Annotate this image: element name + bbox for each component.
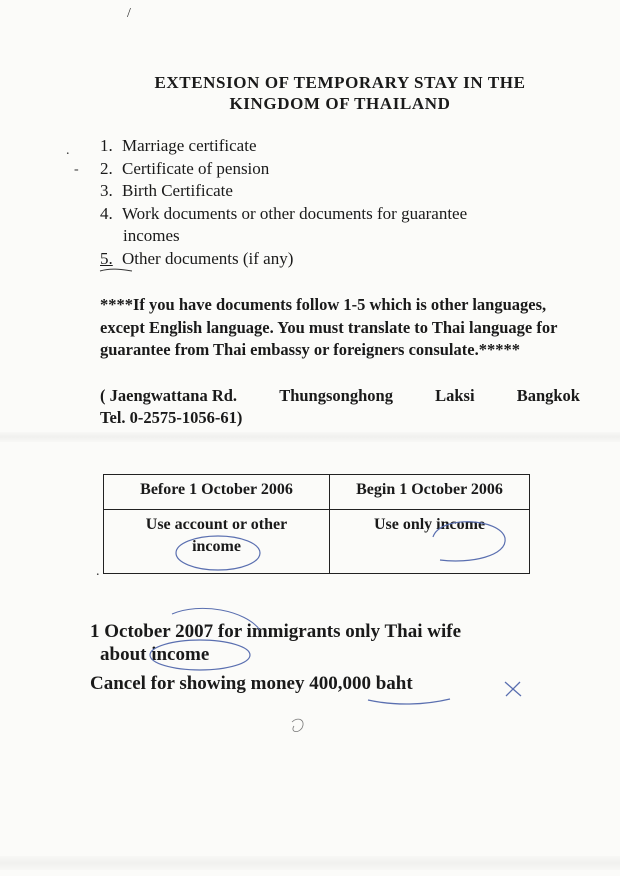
pen-tick: / [127,6,131,21]
address-block [100,385,580,429]
footer-line: about income [100,644,210,665]
address-area: Thungsonghong [279,386,393,405]
table-row [104,510,530,574]
list-number: 1. [100,136,113,155]
amount-underline [368,699,450,704]
list-text: Certificate of pension [122,158,270,178]
list-item [100,180,570,203]
document-list [100,135,570,270]
address-city: Bangkok [516,386,580,405]
table-header-row [104,475,530,510]
list-number: 4. [100,203,113,223]
margin-dot: . [66,143,70,158]
table-cell: Use only income [330,510,530,574]
address-line [100,385,580,407]
list-text: Birth Certificate [122,181,233,200]
address-district: Laksi [435,386,475,405]
title-line: KINGDOM OF THAILAND [229,94,451,113]
list-number: 2. [100,158,113,178]
phone-line: Tel. 0-2575-1056-61) [100,408,243,427]
table-header-cell: Begin 1 October 2006 [330,475,530,510]
list-text: Marriage certificate [122,136,257,155]
scan-smudge [292,719,303,732]
scan-band [0,432,620,442]
comparison-table [103,474,530,574]
list-text: Work documents or other documents for guarantee [122,203,468,223]
scan-band [0,856,620,870]
list-item [100,135,570,158]
title-line: EXTENSION OF TEMPORARY STAY IN THE [154,73,526,92]
margin-dot: - [74,162,79,177]
address-road: ( Jaengwattana Rd. [100,386,238,405]
footer-line: 1 October 2007 for immigrants only Thai wife [90,621,462,642]
table-cell: Use account or other income [104,510,330,574]
document-title [90,72,590,114]
translation-notice: ****If you have documents follow 1-5 which is other languages, except English language. You must translate to Thai language for guarantee from Thai embassy or foreigners consulate.***** [100,295,558,359]
list-item [100,158,570,181]
list-text: Other documents (if any) [122,248,294,268]
footer-line: Cancel for showing money 400,000 baht [90,673,413,694]
list-item [100,248,570,271]
margin-dot: . [96,564,100,579]
table-header-cell: Before 1 October 2006 [104,475,330,510]
list-number: 3. [100,181,113,200]
list-number: 5. [100,248,113,268]
list-continuation: incomes [123,226,180,245]
list-item [100,203,570,226]
